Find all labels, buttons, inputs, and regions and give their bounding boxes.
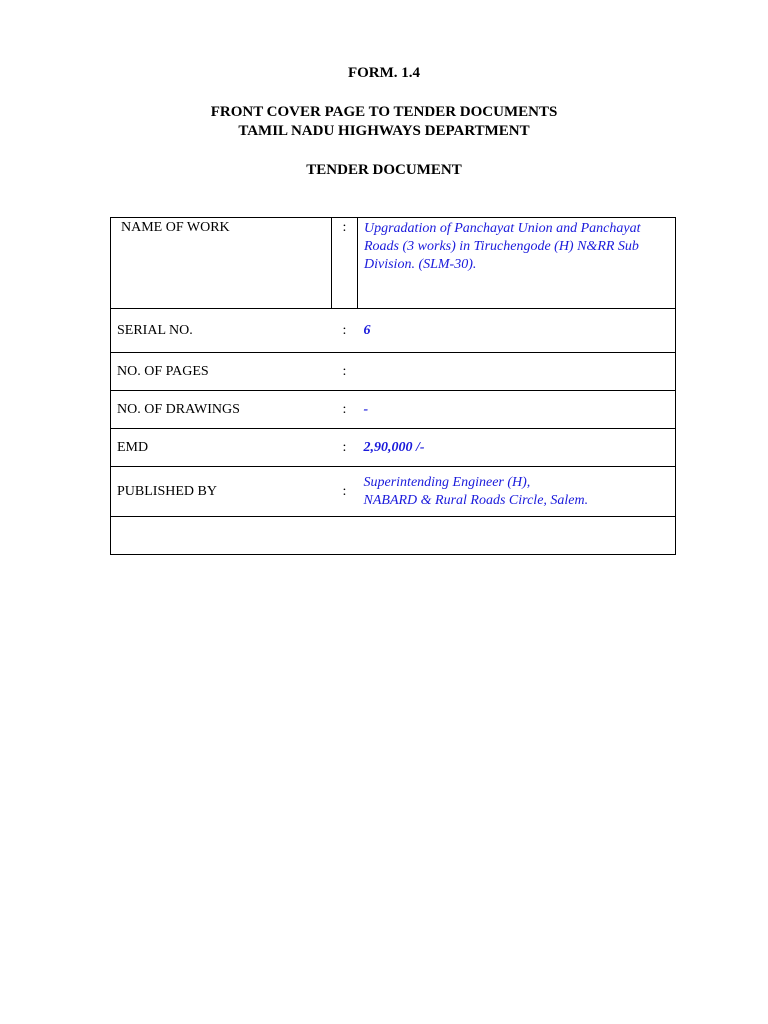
emd-label: EMD [111, 429, 332, 467]
emd-value: 2,90,000 /- [358, 429, 676, 467]
separator-colon: : [332, 218, 358, 309]
no-of-pages-label: NO. OF PAGES [111, 353, 332, 391]
table-row-published-by [111, 467, 676, 517]
name-of-work-label: NAME OF WORK [111, 218, 332, 309]
empty-cell [111, 517, 676, 555]
document-title: FRONT COVER PAGE TO TENDER DOCUMENTS [210, 104, 558, 120]
table-row-no-of-pages [111, 353, 676, 391]
published-by-line-2: NABARD & Rural Roads Circle, Salem. [363, 492, 589, 508]
table-row-serial-no [111, 309, 676, 353]
published-by-line-1: Superintending Engineer (H), [363, 474, 531, 490]
form-number: FORM. 1.4 [347, 65, 421, 81]
separator-colon: : [332, 467, 358, 517]
published-by-value [358, 467, 676, 517]
tender-details-table [110, 217, 676, 555]
separator-colon: : [332, 353, 358, 391]
table-row-name-of-work [111, 218, 676, 309]
separator-colon: : [332, 429, 358, 467]
serial-no-label: SERIAL NO. [111, 309, 332, 353]
table-row-emd [111, 429, 676, 467]
separator-colon: : [332, 309, 358, 353]
table-row-no-of-drawings [111, 391, 676, 429]
separator-colon: : [332, 391, 358, 429]
document-subtitle: TENDER DOCUMENT [306, 162, 462, 178]
no-of-drawings-value: - [358, 391, 676, 429]
name-of-work-value: Upgradation of Panchayat Union and Panchayat Roads (3 works) in Tiruchengode (H) N&RR Sub Division. (SLM-30). [358, 218, 676, 309]
no-of-pages-value [358, 353, 676, 391]
no-of-drawings-label: NO. OF DRAWINGS [111, 391, 332, 429]
published-by-label: PUBLISHED BY [111, 467, 332, 517]
table-row-empty [111, 517, 676, 555]
department-name: TAMIL NADU HIGHWAYS DEPARTMENT [238, 123, 530, 139]
serial-no-value: 6 [358, 309, 676, 353]
